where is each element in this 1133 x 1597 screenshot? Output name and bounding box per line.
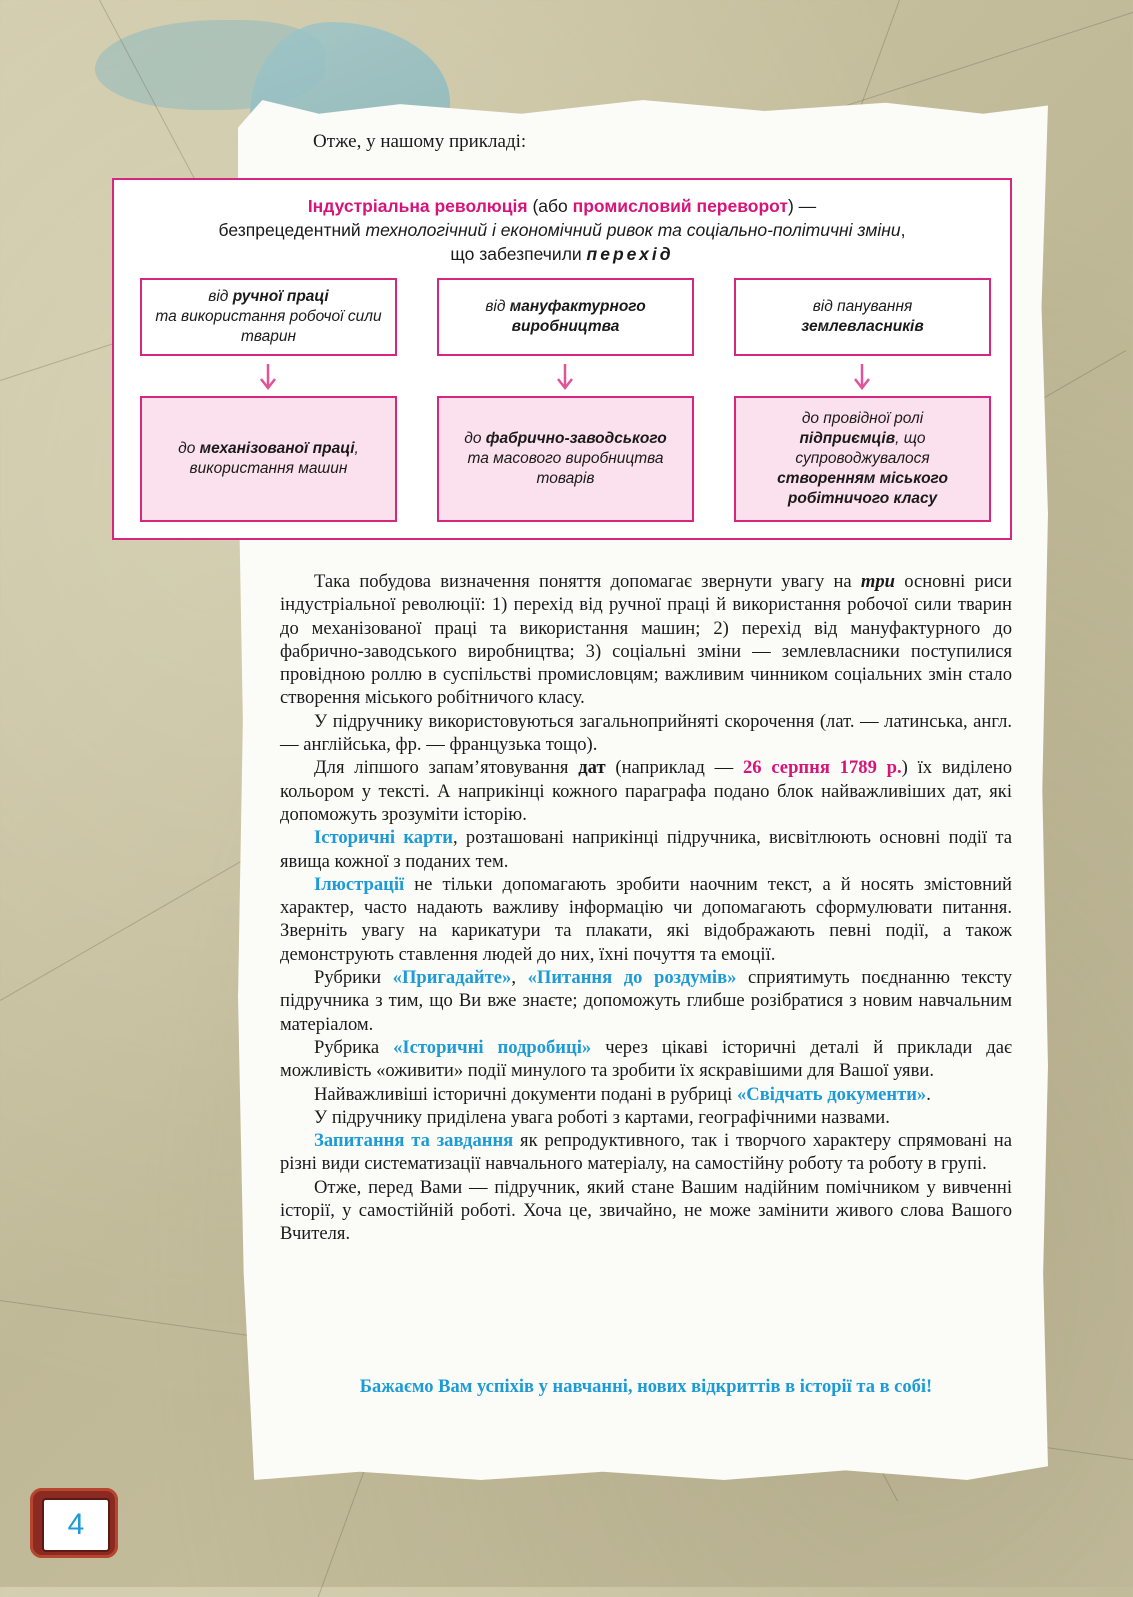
intro-text: Отже, у нашому прикладі: xyxy=(313,131,527,152)
paragraph: Ілюстрації не тільки допомагають зробити наочним текст, а й носять змістовний характер, часто надають важливу інформацію чи допомагають сформулювати питання. Зверніть увагу на карикатури та плакати, які відображають певні події, а також демонструють ставлення людей до них, їхні почуття та емоції. xyxy=(280,873,1012,965)
term-industrial-upheaval: промисловий переворот xyxy=(572,196,788,216)
date-highlight: 26 серпня 1789 р. xyxy=(742,757,902,779)
rubric-historical-details: «Історичні подробиці» xyxy=(393,1036,592,1058)
term-industrial-revolution: Індустріальна революція xyxy=(307,196,528,216)
page-number: 4 xyxy=(42,1498,110,1552)
closing-wish: Бажаємо Вам успіхів у навчанні, нових відкриттів в історії та в собі! xyxy=(359,1377,933,1397)
rubric-documents: «Свідчать документи» xyxy=(737,1083,927,1105)
down-arrow-icon xyxy=(852,364,872,390)
paragraph: Рубрики «Пригадайте», «Питання до роздумів» сприятимуть поєднанню тексту підручника з тим, що Ви вже знаєте; допоможуть глибше розібратися з новим навчальним матеріалом. xyxy=(280,967,1013,1035)
paragraph: Така побудова визначення поняття допомагає звернути увагу на три основні риси індустріальної революції: 1) перехід від ручної праці й використання робочої сили тварин до механізованої праці та використання машин; 2) перехід від мануфактурного до фабрично-заводського виробництва; 3) соціальні зміни — землевласники поступилися провідною роллю в суспільстві промисловцям; важливим чинником соціальних змін стало створення міського робітничого класу. xyxy=(280,571,1013,709)
page-number-badge xyxy=(30,1488,118,1558)
rubric-questions: «Питання до роздумів» xyxy=(527,967,737,989)
paragraph: Для ліпшого запам’ятовування дат (наприклад — 26 серпня 1789 р.) їх виділено кольором у тексті. А наприкінці кожного параграфа подано блок найважливіших дат, які допоможуть зрозуміти історію. xyxy=(280,757,1012,825)
rubric-remember: «Пригадайте» xyxy=(392,967,512,989)
paragraph: Історичні карти, розташовані наприкінці підручника, висвітлюють основні події та явища кожної з поданих тем. xyxy=(280,827,1012,872)
from-box-manual-labor: від ручної праці та використання робочої сили тварин xyxy=(140,278,397,356)
paragraph: Запитання та завдання як репродуктивного, так і творчого характеру спрямовані на різні види систематизації навчального матеріалу, на самостійну роботу та роботу в групі. xyxy=(280,1130,1012,1175)
to-box-entrepreneurs: до провідної ролі підприємців, що супроводжувалося створенням міського робітничого класу xyxy=(734,396,991,522)
definition-box xyxy=(112,178,1012,540)
rubric-tasks: Запитання та завдання xyxy=(314,1130,514,1152)
paragraph: Рубрика «Історичні подробиці» через цікаві історичні деталі й приклади дає можливість «оживити» події минулого та зробити їх яскравішими для Вашої уяви. xyxy=(280,1036,1012,1082)
transition-word: перехід xyxy=(586,244,674,264)
from-box-manufactory: від мануфактурного виробництва xyxy=(437,278,694,356)
rubric-illustrations: Ілюстрації xyxy=(314,873,405,895)
body-text xyxy=(280,570,1012,1246)
definition-heading: Індустріальна революція (або промисловий переворот) — безпрецедентний технологічний і економічний ривок та соціально-політичні зміни, що забезпечили перехід xyxy=(218,196,906,264)
down-arrow-icon xyxy=(258,364,278,390)
rubric-historical-maps: Історичні карти xyxy=(314,827,454,849)
from-box-landowners: від панування землевласників xyxy=(734,278,991,356)
paragraph: У підручнику приділена увага роботі з картами, географічними назвами. xyxy=(314,1106,890,1128)
paragraph: Отже, перед Вами — підручник, який стане Вашим надійним помічником у вивченні історії, у самостійній роботі. Хоча це, звичайно, не може замінити живого слова Вашого Вчителя. xyxy=(280,1176,1012,1245)
down-arrow-icon xyxy=(555,364,575,390)
to-box-factory: до фабрично-заводського та масового виробництва товарів xyxy=(437,396,694,522)
paragraph: У підручнику використовуються загальноприйняті скорочення (лат. — латинська, англ. — англійська, фр. — французька тощо). xyxy=(280,710,1012,756)
to-box-mechanized-labor: до механізованої праці, використання машин xyxy=(140,396,397,522)
paragraph: Найважливіші історичні документи подані в рубриці «Свідчать документи». xyxy=(314,1083,931,1105)
